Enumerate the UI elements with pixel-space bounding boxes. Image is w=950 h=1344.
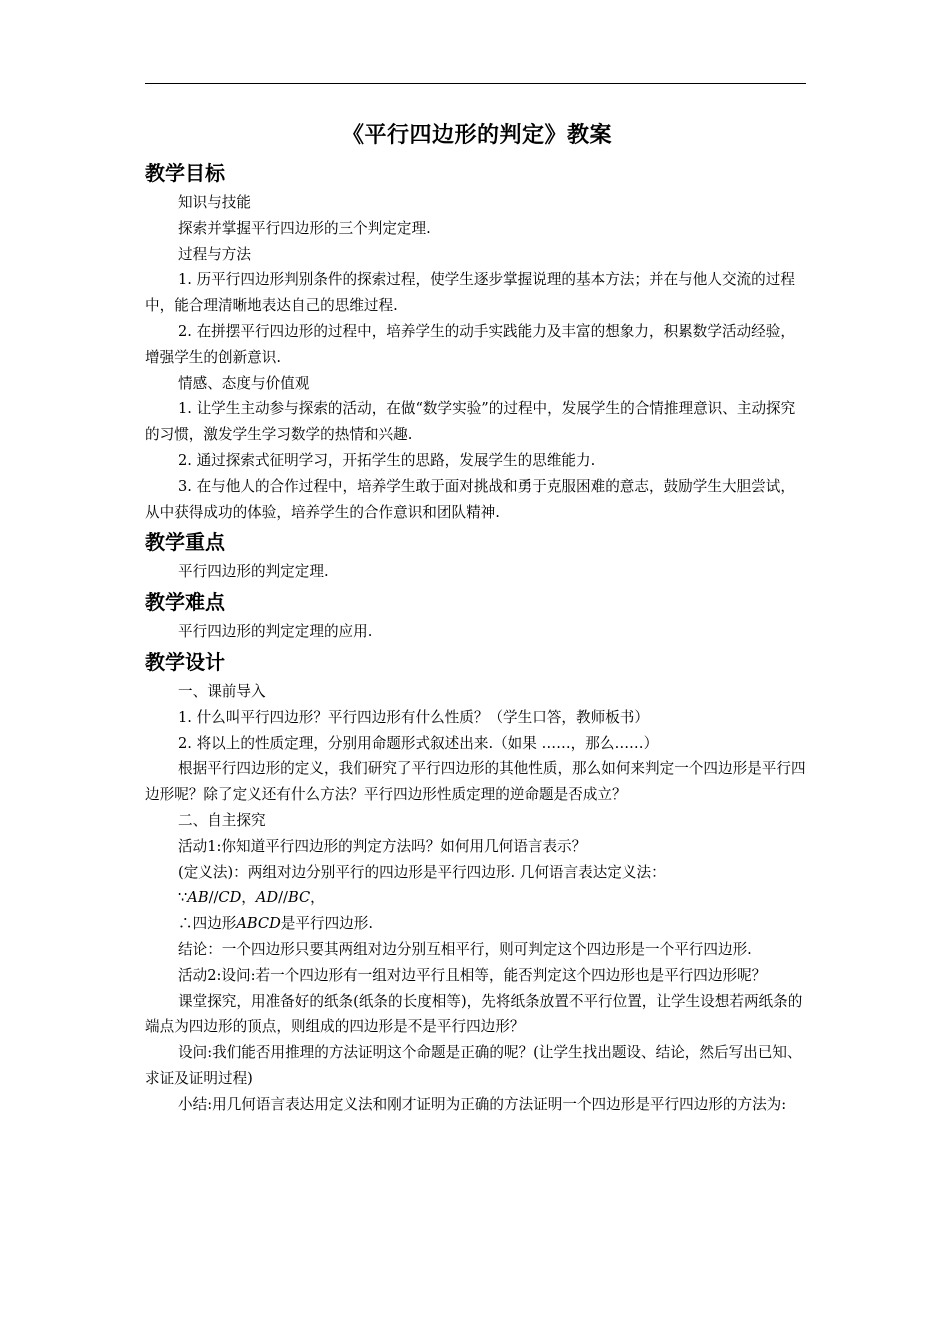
paragraph: 2. 将以上的性质定理，分别用命题形式叙述出来.（如果 ……，那么……）	[178, 734, 659, 752]
paragraph: 小结:用几何语言表达用定义法和刚才证明为正确的方法证明一个四边形是平行四边形的方法为:	[178, 1095, 787, 1113]
paragraph: 1. 历平行四边形判别条件的探索过程，使学生逐步掌握说理的基本方法；并在与他人交流的过程中，能合理清晰地表达自己的思维过程.	[145, 271, 795, 315]
paragraph: 3. 在与他人的合作过程中，培养学生敢于面对挑战和勇于克服困难的意志，鼓励学生大胆尝试，从中获得成功的体验，培养学生的合作意识和团队精神.	[145, 477, 795, 521]
section-heading-design: 教学设计	[145, 649, 225, 674]
paragraph: 知识与技能	[178, 194, 251, 211]
paragraph: 活动1:你知道平行四边形的判定方法吗？如何用几何语言表示？	[178, 837, 587, 855]
paragraph: 2. 在拼摆平行四边形的过程中，培养学生的动手实践能力及丰富的想象力，积累数学活动经验，增强学生的创新意识.	[145, 322, 795, 366]
paragraph: 课堂探究，用准备好的纸条(纸条的长度相等)，先将纸条放置不平行位置，让学生设想若两纸条的端点为四边形的顶点，则组成的四边形是不是平行四边形？	[145, 992, 803, 1036]
math-statement-because: ∵AB//CD，AD//BC，	[178, 889, 325, 907]
section-heading-key-points: 教学重点	[145, 530, 225, 555]
paragraph: (定义法)：两组对边分别平行的四边形是平行四边形. 几何语言表达定义法：	[178, 863, 666, 881]
paragraph: 2. 通过探索式征明学习，开拓学生的思路，发展学生的思维能力.	[178, 451, 596, 469]
paragraph: 平行四边形的判定定理.	[178, 563, 329, 581]
paragraph: 平行四边形的判定定理的应用.	[178, 623, 373, 641]
header-rule	[145, 83, 806, 84]
paragraph: 二、自主探究	[178, 811, 266, 829]
paragraph: 1. 什么叫平行四边形？平行四边形有什么性质？（学生口答，教师板书）	[178, 708, 649, 726]
section-heading-objectives: 教学目标	[145, 161, 225, 185]
paragraph: 设问:我们能否用推理的方法证明这个命题是正确的呢？(让学生找出题设、结论，然后写出已知、求证及证明过程)	[145, 1044, 802, 1087]
paragraph: 过程与方法	[178, 245, 251, 263]
document-title: 《平行四边形的判定》教案	[341, 122, 612, 148]
paragraph: 根据平行四边形的定义，我们研究了平行四边形的其他性质，那么如何来判定一个四边形是平行四边形呢？除了定义还有什么方法？平行四边形性质定理的逆命题是否成立？	[145, 760, 806, 804]
math-statement-therefore: ∴四边形ABCD是平行四边形.	[178, 915, 373, 933]
paragraph: 活动2:设问:若一个四边形有一组对边平行且相等，能否判定这个四边形也是平行四边形呢？	[178, 966, 767, 984]
paragraph: 一、课前导入	[178, 682, 266, 700]
paragraph: 1. 让学生主动参与探索的活动，在做“数学实验”的过程中，发展学生的合情推理意识、主动探究的习惯，激发学生学习数学的热情和兴趣.	[145, 400, 796, 444]
document-page	[145, 118, 809, 1118]
paragraph: 探索并掌握平行四边形的三个判定定理.	[178, 219, 431, 237]
paragraph: 情感、态度与价值观	[178, 374, 310, 392]
section-heading-difficulties: 教学难点	[145, 590, 225, 615]
paragraph: 结论：一个四边形只要其两组对边分别互相平行，则可判定这个四边形是一个平行四边形.	[178, 940, 752, 958]
